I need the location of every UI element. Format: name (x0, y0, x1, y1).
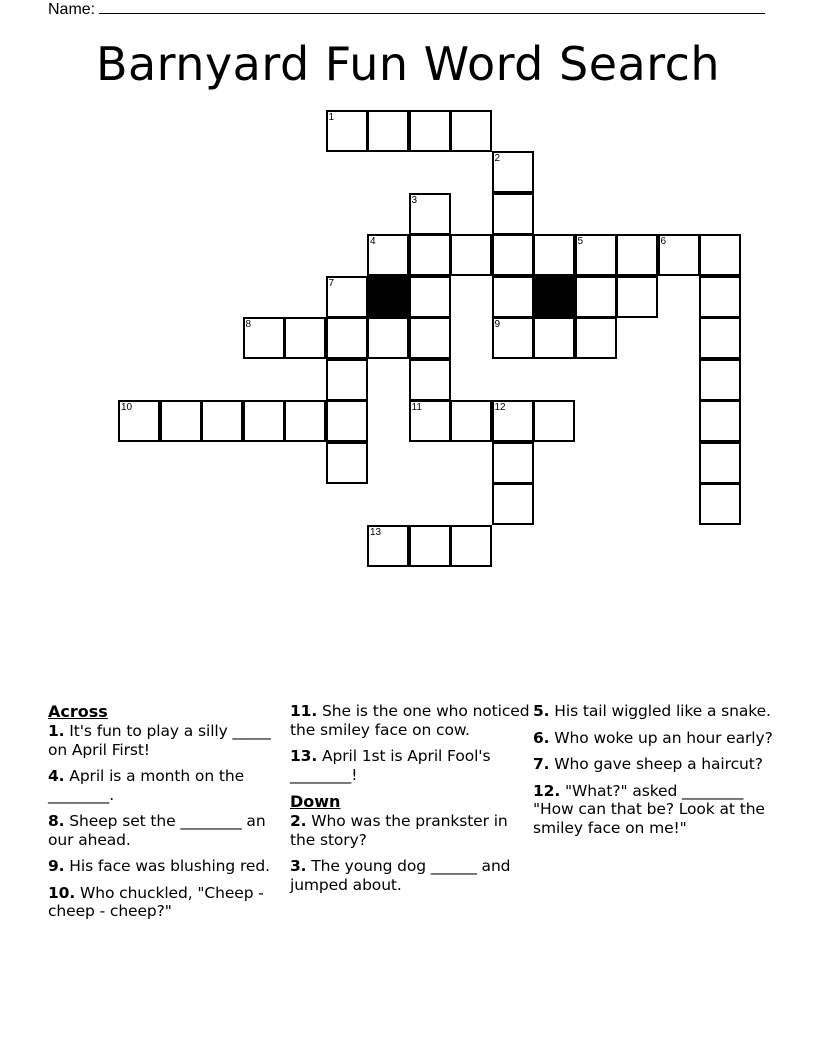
clue-across-10 (48, 884, 288, 921)
grid-cell[interactable] (326, 359, 368, 401)
clue-number: 12. (533, 781, 561, 800)
grid-cell[interactable] (575, 317, 617, 359)
clue-across-13 (290, 747, 530, 784)
clue-column-1 (48, 702, 288, 929)
grid-cell[interactable] (326, 317, 368, 359)
clue-number: 5. (533, 702, 550, 720)
grid-cell[interactable] (492, 193, 534, 235)
clue-text: The young dog ______ and jumped about. (290, 857, 511, 894)
cell-number: 11 (411, 402, 422, 413)
grid-cell[interactable] (243, 317, 285, 359)
puzzle-title: Barnyard Fun Word Search (95, 37, 721, 91)
grid-cell[interactable] (699, 442, 741, 484)
grid-cell[interactable] (243, 400, 285, 442)
clue-number: 1. (48, 722, 65, 740)
clue-text: April is a month on the ________. (48, 767, 245, 804)
grid-cell[interactable] (284, 317, 326, 359)
clue-across-4 (48, 767, 288, 804)
grid-cell[interactable] (326, 400, 368, 442)
grid-cell[interactable] (284, 400, 326, 442)
clue-text: It's fun to play a silly _____ on April First! (48, 722, 271, 759)
clue-number: 11. (290, 702, 318, 720)
grid-cell[interactable] (450, 400, 492, 442)
cell-number: 5 (577, 236, 584, 247)
clue-text: Who was the prankster in the story? (290, 812, 508, 849)
grid-cell[interactable] (492, 276, 534, 318)
grid-cell[interactable] (409, 317, 451, 359)
grid-cell[interactable] (699, 400, 741, 442)
clue-number: 6. (533, 728, 550, 747)
black-cell (367, 276, 409, 318)
grid-cell[interactable] (533, 234, 575, 276)
clue-text: Who woke up an hour early? (549, 728, 773, 747)
grid-cell[interactable] (118, 400, 160, 442)
cell-number: 1 (328, 111, 335, 123)
down-heading: Down (290, 792, 341, 811)
clue-down-7 (533, 755, 773, 774)
name-label: Name: (48, 1, 96, 18)
grid-cell[interactable] (699, 483, 741, 525)
cell-number: 7 (328, 277, 335, 289)
grid-cell[interactable] (409, 276, 451, 318)
clue-text: Who chuckled, "Cheep - cheep - cheep?" (48, 883, 264, 920)
grid-cell[interactable] (409, 193, 451, 235)
grid-cell[interactable] (326, 110, 368, 152)
cell-number: 3 (411, 194, 418, 206)
grid-cell[interactable] (450, 525, 492, 567)
grid-cell[interactable] (492, 442, 534, 484)
black-cell (533, 276, 575, 318)
cell-number: 6 (660, 236, 667, 247)
across-heading: Across (48, 702, 108, 721)
grid-cell[interactable] (699, 276, 741, 318)
grid-cell[interactable] (533, 317, 575, 359)
clue-across-8 (48, 812, 288, 849)
grid-cell[interactable] (533, 400, 575, 442)
clue-text: His tail wiggled like a snake. (549, 702, 771, 720)
grid-cell[interactable] (575, 276, 617, 318)
grid-cell[interactable] (367, 110, 409, 152)
clue-text: Sheep set the ________ an our ahead. (48, 812, 266, 849)
clue-number: 2. (290, 812, 307, 830)
clue-column-2 (290, 702, 530, 902)
clue-across-11 (290, 702, 530, 739)
clue-text: She is the one who noticed the smiley face on cow. (290, 702, 530, 739)
grid-cell[interactable] (616, 276, 658, 318)
clue-down-6 (533, 729, 773, 748)
grid-cell[interactable] (367, 317, 409, 359)
clue-number: 3. (290, 857, 307, 875)
grid-cell[interactable] (326, 442, 368, 484)
grid-cell[interactable] (492, 400, 534, 442)
grid-cell[interactable] (409, 400, 451, 442)
clue-across-9 (48, 857, 288, 876)
grid-cell[interactable] (409, 110, 451, 152)
grid-cell[interactable] (492, 317, 534, 359)
grid-cell[interactable] (409, 359, 451, 401)
grid-cell[interactable] (450, 234, 492, 276)
grid-cell[interactable] (492, 483, 534, 525)
clue-number: 8. (48, 812, 65, 830)
grid-cell[interactable] (450, 110, 492, 152)
clue-text: His face was blushing red. (64, 857, 270, 875)
clue-number: 10. (48, 883, 76, 902)
grid-cell[interactable] (658, 234, 700, 276)
grid-cell[interactable] (409, 525, 451, 567)
clue-down-2 (290, 812, 530, 849)
grid-cell[interactable] (201, 400, 243, 442)
grid-cell[interactable] (367, 525, 409, 567)
clue-text: "What?" asked ________ "How can that be? Look at the smiley face on me!" (533, 781, 765, 837)
cell-number: 12 (494, 402, 506, 413)
grid-cell[interactable] (699, 317, 741, 359)
grid-cell[interactable] (160, 400, 202, 442)
clue-number: 9. (48, 857, 65, 875)
clue-text: Who gave sheep a haircut? (549, 755, 763, 773)
clue-down-12 (533, 782, 773, 838)
cell-number: 9 (494, 319, 501, 330)
cell-number: 13 (370, 526, 382, 538)
grid-cell[interactable] (409, 234, 451, 276)
grid-cell[interactable] (367, 234, 409, 276)
clue-column-3 (533, 702, 773, 845)
grid-cell[interactable] (699, 359, 741, 401)
clue-number: 4. (48, 767, 65, 785)
grid-cell[interactable] (575, 234, 617, 276)
cell-number: 8 (245, 319, 252, 330)
cell-number: 4 (370, 236, 376, 247)
clue-down-5 (533, 702, 773, 721)
clue-down-3 (290, 857, 530, 894)
grid-cell[interactable] (616, 234, 658, 276)
grid-cell[interactable] (492, 234, 534, 276)
grid-cell[interactable] (326, 276, 368, 318)
cell-number: 2 (494, 153, 501, 164)
clue-number: 13. (290, 747, 318, 765)
clue-across-1 (48, 722, 288, 759)
clue-text: April 1st is April Fool's ________! (290, 747, 491, 784)
cell-number: 10 (121, 402, 133, 413)
grid-cell[interactable] (492, 151, 534, 193)
grid-cell[interactable] (699, 234, 741, 276)
clue-number: 7. (533, 755, 550, 773)
